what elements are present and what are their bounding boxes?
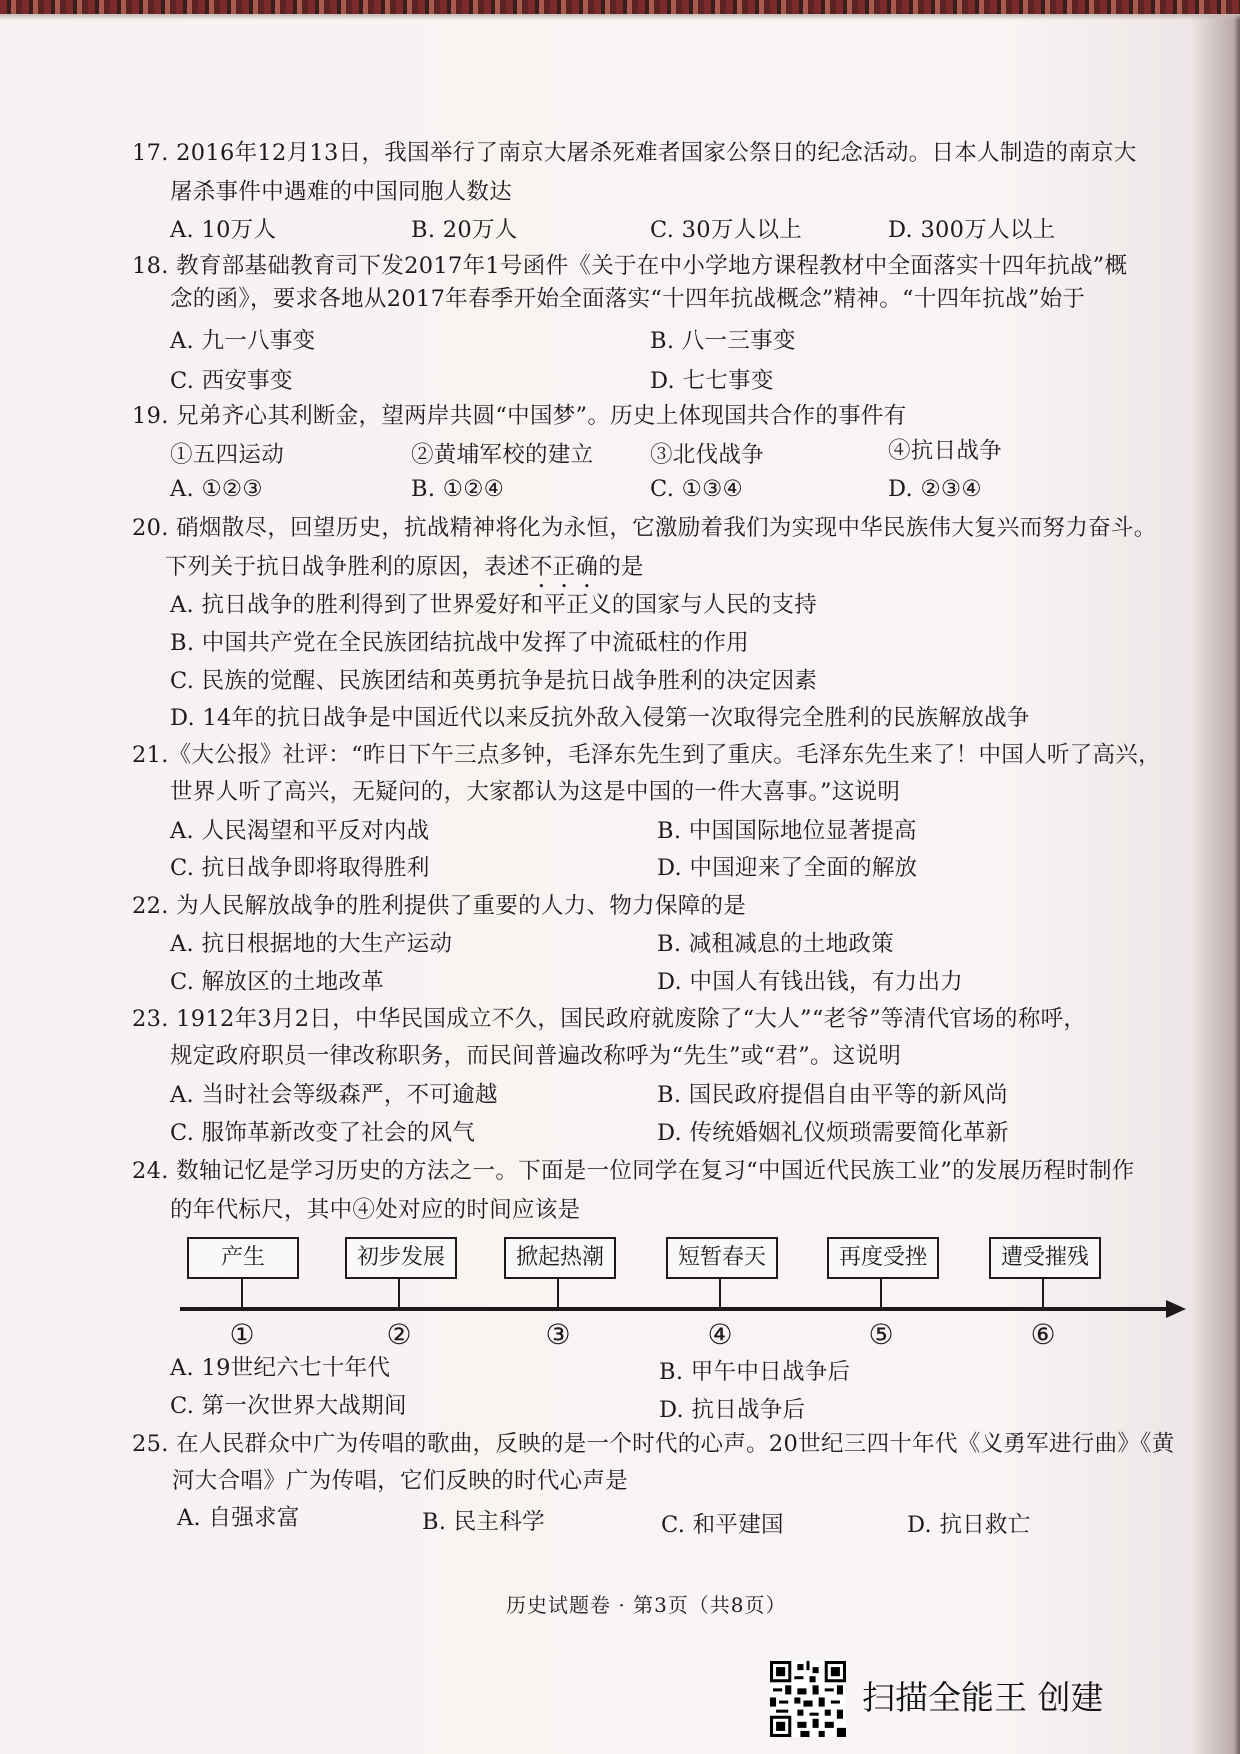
choice-item: ④抗日战争 (888, 438, 1003, 464)
question-stem: 屠杀事件中遇难的中国同胞人数达 (170, 179, 513, 205)
stem-text: 下列关于抗日战争胜利的原因，表述 (165, 554, 530, 580)
timeline-stage-label: 掀起热潮 (504, 1237, 616, 1279)
option-a: A. 当时社会等级森严，不可逾越 (170, 1082, 498, 1108)
option-b: B. ①②④ (411, 476, 505, 502)
option-c: C. 解放区的土地改革 (170, 969, 385, 995)
option-a: A. ①②③ (170, 476, 263, 502)
option-c: C. ①③④ (650, 476, 744, 502)
timeline-marker: ① (229, 1318, 255, 1351)
option-b: B. 减租减息的土地政策 (657, 931, 894, 957)
option-a: A. 人民渴望和平反对内战 (170, 818, 430, 844)
option-a: A. 九一八事变 (170, 328, 316, 354)
option-c: C. 抗日战争即将取得胜利 (170, 855, 430, 881)
timeline-marker: ② (386, 1318, 412, 1351)
emphasized-text: 不正确 (529, 554, 599, 580)
option-b: B. 民主科学 (422, 1509, 545, 1535)
option-d: D. 传统婚姻礼仪烦琐需要简化革新 (657, 1120, 1009, 1146)
option-b: B. 国民政府提倡自由平等的新风尚 (657, 1082, 1008, 1108)
timeline-tick (557, 1277, 559, 1308)
timeline-stage-label: 初步发展 (345, 1237, 457, 1279)
timeline-tick (398, 1277, 400, 1308)
option-b: B. 中国国际地位显著提高 (657, 818, 917, 844)
choice-item: ②黄埔军校的建立 (411, 442, 594, 468)
question-stem (165, 554, 644, 593)
timeline-marker: ⑥ (1030, 1318, 1056, 1351)
stem-text: 的是 (598, 554, 644, 580)
question-stem: 念的函》，要求各地从2017年春季开始全面落实“十四年抗战概念”精神。“十四年抗战”始于 (170, 286, 1086, 312)
question-stem: 20. 硝烟散尽，回望历史，抗战精神将化为永恒，它激励着我们为实现中华民族伟大复兴而努力奋斗。 (132, 515, 1157, 541)
timeline-axis (180, 1307, 1170, 1311)
option-a: A. 自强求富 (177, 1505, 300, 1531)
option-a: A. 抗日战争的胜利得到了世界爱好和平正义的国家与人民的支持 (170, 592, 818, 618)
question-stem: 世界人听了高兴，无疑问的，大家都认为这是中国的一件大喜事。”这说明 (170, 779, 901, 805)
question-stem: 17. 2016年12月13日，我国举行了南京大屠杀死难者国家公祭日的纪念活动。日本人制造的南京大 (132, 140, 1137, 166)
question-stem: 规定政府职员一律改称职务，而民间普遍改称呼为“先生”或“君”。这说明 (170, 1043, 902, 1069)
question-stem: 22. 为人民解放战争的胜利提供了重要的人力、物力保障的是 (132, 893, 747, 919)
option-d: D. 七七事变 (650, 368, 774, 394)
question-stem: 河大合唱》广为传唱，它们反映的时代心声是 (172, 1468, 629, 1494)
option-d: D. 300万人以上 (888, 217, 1056, 243)
question-stem: 18. 教育部基础教育司下发2017年1号函件《关于在中小学地方课程教材中全面落实十四年抗战”概 (132, 253, 1128, 279)
arrow-right-icon (1166, 1300, 1186, 1318)
option-b: B. 20万人 (411, 217, 518, 243)
option-d: D. 中国迎来了全面的解放 (657, 855, 918, 881)
option-d: D. 14年的抗日战争是中国近代以来反抗外敌入侵第一次取得完全胜利的民族解放战争 (170, 705, 1030, 731)
option-d: D. 抗日救亡 (907, 1512, 1031, 1538)
option-a: A. 19世纪六七十年代 (170, 1355, 391, 1381)
option-b: B. 中国共产党在全民族团结抗战中发挥了中流砥柱的作用 (170, 630, 749, 656)
option-d: D. ②③④ (888, 476, 982, 502)
option-a: A. 10万人 (170, 217, 277, 243)
choice-item: ③北伐战争 (650, 442, 765, 468)
qr-code-icon (770, 1660, 846, 1738)
option-c: C. 和平建国 (661, 1512, 784, 1538)
timeline-marker: ③ (545, 1318, 571, 1351)
option-c: C. 30万人以上 (650, 217, 803, 243)
timeline-stage-label: 短暂春天 (666, 1237, 778, 1279)
scan-torn-top-edge (0, 0, 1240, 14)
timeline-tick (719, 1277, 721, 1308)
timeline-marker: ④ (707, 1318, 733, 1351)
question-stem: 24. 数轴记忆是学习历史的方法之一。下面是一位同学在复习“中国近代民族工业”的发展历程时制作 (132, 1158, 1135, 1184)
timeline-tick (241, 1277, 243, 1308)
timeline-stage-label: 遭受摧残 (989, 1237, 1101, 1279)
scanner-watermark: 扫描全能王 创建 (862, 1678, 1104, 1717)
option-a: A. 抗日根据地的大生产运动 (170, 931, 453, 957)
page-footer: 历史试题卷 · 第3页（共8页） (506, 1593, 787, 1617)
question-stem: 19. 兄弟齐心其利断金，望两岸共圆“中国梦”。历史上体现国共合作的事件有 (132, 403, 907, 429)
timeline-tick (880, 1277, 882, 1308)
option-c: C. 西安事变 (170, 368, 293, 394)
question-stem: 21.《大公报》社评：“昨日下午三点多钟，毛泽东先生到了重庆。毛泽东先生来了！中国人听了高兴， (132, 742, 1161, 768)
choice-item: ①五四运动 (170, 442, 285, 468)
option-c: C. 服饰革新改变了社会的风气 (170, 1120, 476, 1146)
option-c: C. 第一次世界大战期间 (170, 1393, 407, 1419)
option-d: D. 抗日战争后 (659, 1397, 806, 1423)
option-b: B. 甲午中日战争后 (659, 1359, 851, 1385)
option-b: B. 八一三事变 (650, 328, 796, 354)
question-stem: 的年代标尺，其中④处对应的时间应该是 (170, 1197, 581, 1223)
question-stem: 25. 在人民群众中广为传唱的歌曲，反映的是一个时代的心声。20世纪三四十年代《义勇军进行曲》《黄 (132, 1431, 1175, 1457)
timeline-marker: ⑤ (868, 1318, 894, 1351)
question-stem: 23. 1912年3月2日，中华民国成立不久，国民政府就废除了“大人”“老爷”等清代官场的称呼， (132, 1006, 1087, 1032)
option-c: C. 民族的觉醒、民族团结和英勇抗争是抗日战争胜利的决定因素 (170, 668, 818, 694)
timeline-stage-label: 再度受挫 (827, 1237, 939, 1279)
timeline-tick (1042, 1277, 1044, 1308)
option-d: D. 中国人有钱出钱，有力出力 (657, 969, 964, 995)
timeline-stage-label: 产生 (187, 1237, 299, 1279)
